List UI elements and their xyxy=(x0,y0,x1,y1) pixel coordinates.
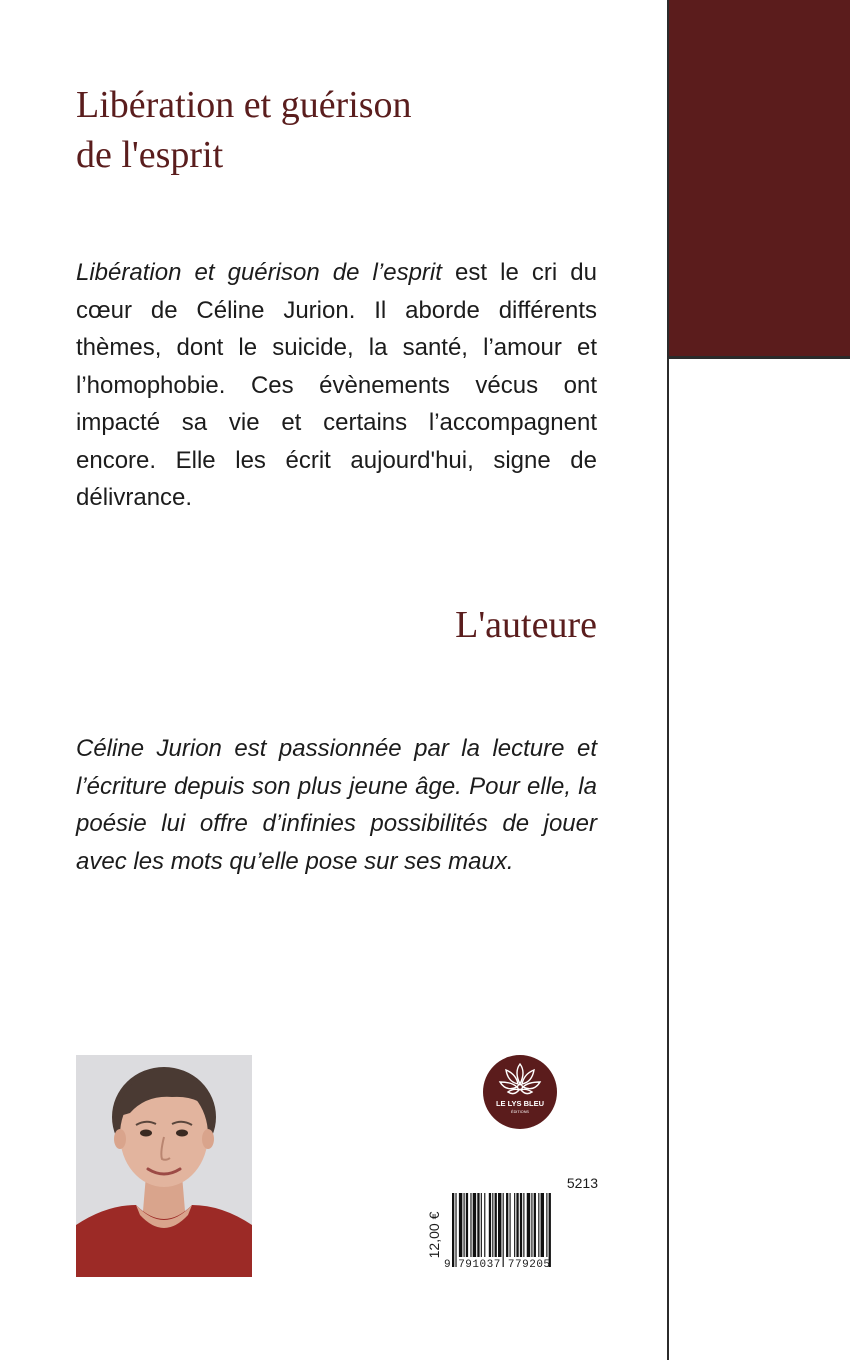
barcode-price: 12,00 € xyxy=(426,1211,442,1259)
synopsis-text xyxy=(76,254,597,517)
accent-color-block xyxy=(669,0,850,358)
barcode-bar xyxy=(452,1193,454,1267)
publisher-name: LE LYS BLEU xyxy=(495,1099,545,1108)
barcode-bar xyxy=(549,1193,551,1267)
barcode-bar xyxy=(514,1193,515,1257)
synopsis-title-italic: Libération et guérison de l’esprit xyxy=(76,259,442,286)
book-title xyxy=(76,80,596,180)
barcode-bar xyxy=(481,1193,482,1257)
barcode-bar xyxy=(523,1193,524,1257)
barcode-bar xyxy=(516,1193,518,1257)
publisher-sub: ÉDITIONS xyxy=(511,1110,529,1114)
barcode-bar xyxy=(459,1193,462,1257)
author-photo xyxy=(76,1055,252,1277)
barcode-bar xyxy=(503,1193,504,1267)
barcode-bar xyxy=(477,1193,479,1257)
barcode-bar xyxy=(464,1193,465,1257)
barcode-bar xyxy=(495,1193,497,1257)
synopsis-rest: est le cri du cœur de Céline Jurion. Il aborde différents thèmes, dont le suicide, la santé, l’amour et l’homophobie. Ces évènements vécus ont impacté sa vie et certains l’accompagnent encore. Elle les écrit aujourd'hui, signe de délivrance. xyxy=(76,259,597,511)
barcode-bar xyxy=(531,1193,532,1257)
book-title-line1: Libération et guérison xyxy=(76,84,412,126)
barcode-bar xyxy=(534,1193,536,1257)
barcode-bar xyxy=(510,1193,511,1257)
barcode-bar xyxy=(473,1193,476,1257)
barcode-bar xyxy=(541,1193,544,1257)
barcode-bar xyxy=(466,1193,468,1257)
barcode-bar xyxy=(538,1193,539,1257)
barcode-bar xyxy=(506,1193,508,1257)
book-title-line2: de l'esprit xyxy=(76,134,224,176)
barcode-bar xyxy=(484,1193,485,1257)
accent-block-edge xyxy=(669,356,850,359)
barcode-bar xyxy=(489,1193,491,1257)
barcode-bar xyxy=(455,1193,456,1267)
barcode-icon xyxy=(450,1193,596,1267)
barcode-isbn: 9 791037 779205 xyxy=(444,1259,551,1271)
barcode-bar xyxy=(492,1193,493,1257)
barcode-bar xyxy=(527,1193,530,1257)
barcode-block xyxy=(420,1175,600,1275)
barcode-bar xyxy=(546,1193,547,1257)
author-heading: L'auteure xyxy=(455,604,597,646)
barcode-bar xyxy=(470,1193,471,1257)
barcode-bar xyxy=(498,1193,501,1257)
author-bio: Céline Jurion est passionnée par la lecture et l’écriture depuis son plus jeune âge. Pour elle, la poésie lui offre d’infinies possibilités de jouer avec les mots qu’elle pose sur ses maux. xyxy=(76,735,597,875)
barcode-price-box xyxy=(422,1205,442,1269)
publisher-logo xyxy=(482,1054,558,1130)
barcode-code: 5213 xyxy=(566,1175,598,1191)
barcode-bar xyxy=(520,1193,522,1257)
